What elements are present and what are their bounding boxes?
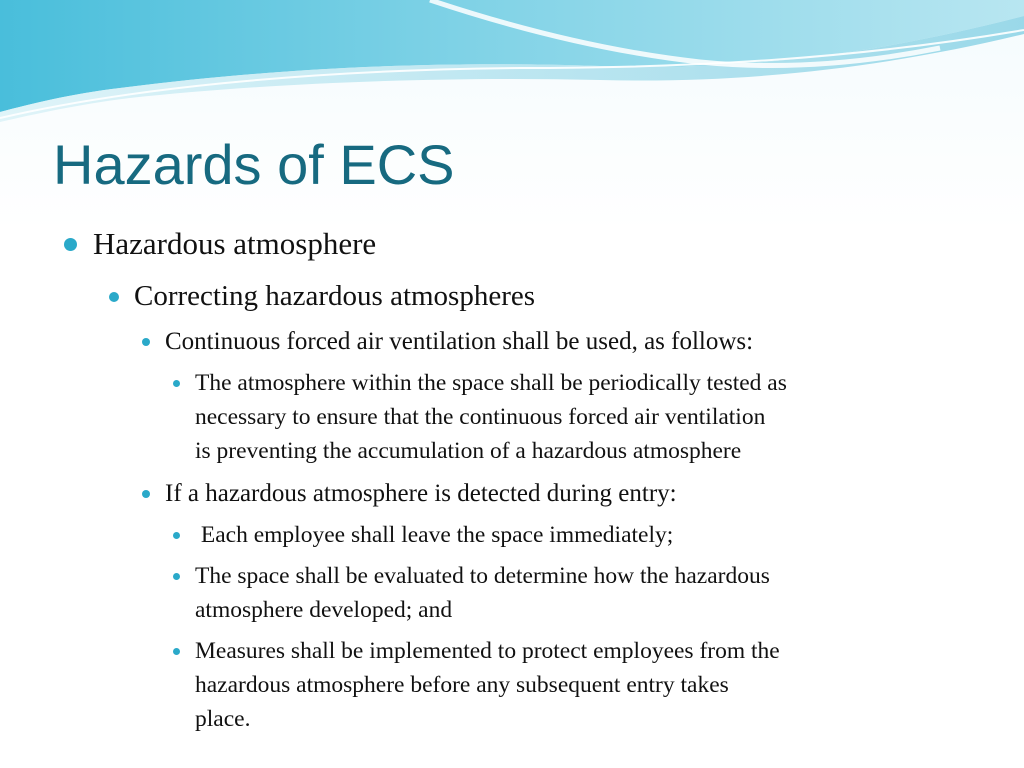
bullet-level4-measures-line3: place. [195,706,251,732]
bullet-dot-icon [173,573,180,580]
bullet-level4-atmosphere-tested-line1: The atmosphere within the space shall be periodically tested as [195,370,787,396]
bullet-dot-icon [173,648,180,655]
bullet-level4-atmosphere-tested-line2: necessary to ensure that the continuous forced air ventilation [195,404,766,430]
bullet-level3-ventilation: Continuous forced air ventilation shall be used, as follows: [165,328,754,355]
bullet-dot-icon [142,490,150,498]
bullet-dot-icon [173,532,180,539]
header-wave-decoration [0,0,1024,130]
bullet-dot-icon [109,292,119,302]
slide-title: Hazards of ECS [53,133,455,196]
bullet-level3-detected-during-entry: If a hazardous atmosphere is detected during entry: [165,480,677,507]
bullet-level4-atmosphere-tested-line3: is preventing the accumulation of a hazardous atmosphere [195,438,742,464]
bullet-dot-icon [142,338,150,346]
bullet-level2-correcting: Correcting hazardous atmospheres [134,280,536,312]
bullet-level1-hazardous-atmosphere: Hazardous atmosphere [93,226,377,261]
bullet-level4-space-evaluated-line2: atmosphere developed; and [195,597,453,623]
bullet-level4-measures-line1: Measures shall be implemented to protect employees from the [195,638,780,664]
bullet-dot-icon [64,238,77,251]
bullet-level4-measures-line2: hazardous atmosphere before any subsequent entry takes [195,672,729,698]
bullet-level4-space-evaluated-line1: The space shall be evaluated to determine how the hazardous [195,563,770,589]
bullet-level4-leave-space: Each employee shall leave the space immediately; [195,522,674,548]
bullet-dot-icon [173,380,180,387]
